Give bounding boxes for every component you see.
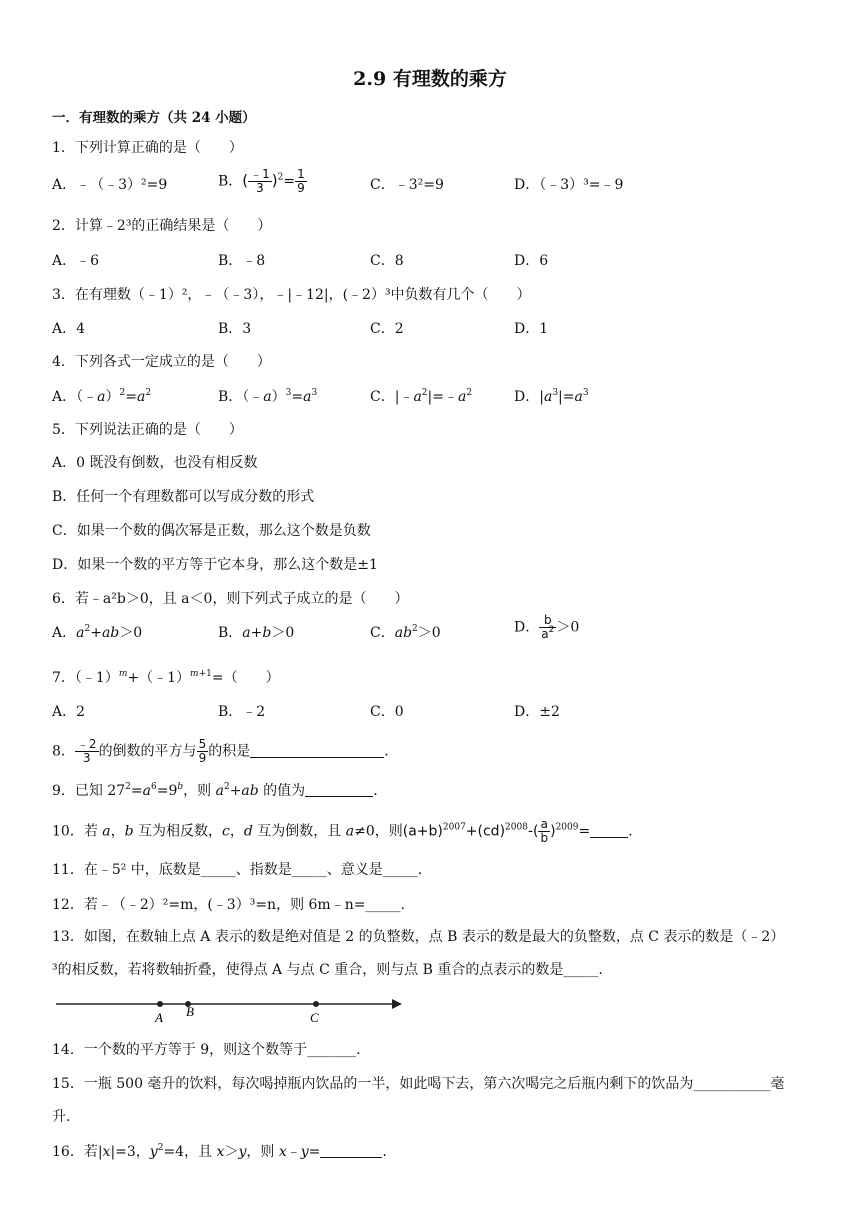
q6-option-b: B．a+b＞0 — [218, 625, 295, 641]
number-line-figure — [52, 994, 412, 1028]
q6-option-d: D． $\frac{b}{a^2}$ ＞0 — [514, 613, 580, 641]
q2-option-c: C．8 — [370, 253, 404, 269]
section-heading: 一．有理数的乘方（共 24 小题） — [52, 110, 256, 126]
q3-option-a: A．4 — [52, 321, 86, 337]
q3-option-c: C．2 — [370, 321, 404, 337]
q5-option-b: B．任何一个有理数都可以写成分数的形式 — [52, 489, 315, 505]
q4-option-d: D．$|a^3|=a^3$ — [514, 388, 589, 405]
q2-stem: 2．计算﹣2³的正确结果是（ ） — [52, 218, 272, 234]
q5-stem: 5．下列说法正确的是（ ） — [52, 422, 243, 438]
q4-option-b: B．$(﹣a)^3=a^3$ — [218, 388, 318, 405]
q8-text: 8． $\frac{﹣2}{3}$ 的倒数的平方与 $\frac{5}{9}$ 的积是 . — [52, 737, 389, 765]
q2-option-d: D．6 — [514, 253, 549, 269]
q15-line2: 升. — [52, 1109, 71, 1125]
q4-option-a: A．$(﹣a)^2=a^2$ — [52, 388, 152, 405]
q16-text: 16．若|x|=3，$y^2=4$，且 x＞y，则 x﹣y= . — [52, 1143, 387, 1160]
q6-option-c: C．$ab^2>0$ — [370, 624, 441, 641]
q1-stem: 1．下列计算正确的是（ ） — [52, 140, 243, 156]
q5-option-c: C．如果一个数的偶次幂是正数，那么这个数是负数 — [52, 523, 371, 539]
q9-text: 9．已知 $27^2=a^6=9^b$，则 $a^2+ab$ 的值为 . — [52, 782, 378, 799]
q7-option-b: B．﹣2 — [218, 704, 266, 720]
q1-option-c: C．﹣3²=9 — [370, 177, 444, 193]
q3-stem: 3．在有理数（﹣1）²，﹣（﹣3），﹣|﹣12|，(﹣2）³中负数有几个（ ） — [52, 287, 531, 303]
q1-option-b: B．( $\frac{﹣1}{3}$ )$^2$= $\frac{1}{9}$ — [218, 167, 305, 195]
q6-stem: 6．若﹣a²b＞0，且 a＜0，则下列式子成立的是（ ） — [52, 591, 409, 607]
q7-option-d: D．±2 — [514, 704, 560, 720]
page-title: 2.9 有理数的乘方 — [353, 68, 507, 90]
label-c: C — [310, 1010, 319, 1025]
q2-option-b: B．﹣8 — [218, 253, 266, 269]
q15-line1: 15．一瓶 500 毫升的饮料，每次喝掉瓶内饮品的一半，如此喝下去，第六次喝完之后瓶内剩下的饮品为___________毫 — [52, 1076, 785, 1092]
arrow-head-icon — [392, 999, 402, 1009]
q2-option-a: A．﹣6 — [52, 253, 100, 269]
q14-text: 14．一个数的平方等于 9，则这个数等于_______. — [52, 1042, 361, 1058]
q1-option-a: A．﹣（﹣3）²=9 — [52, 177, 168, 193]
q11-text: 11．在﹣5² 中，底数是_____、指数是_____、意义是_____. — [52, 862, 423, 878]
q4-option-c: C．$|﹣a^2|=﹣a^2$ — [370, 388, 473, 405]
q7-option-a: A．2 — [52, 704, 86, 720]
q3-option-d: D．1 — [514, 321, 549, 337]
q1-option-d: D．（﹣3）³=﹣9 — [514, 177, 624, 193]
q13-line1: 13．如图，在数轴上点 A 表示的数是绝对值是 2 的负整数，点 B 表示的数是最大的负整数，点 C 表示的数是（﹣2） — [52, 929, 785, 945]
q4-stem: 4．下列各式一定成立的是（ ） — [52, 354, 271, 370]
point-a — [157, 1001, 163, 1007]
q13-line2: ³的相反数，若将数轴折叠，使得点 A 与点 C 重合，则与点 B 重合的点表示的数是_____. — [52, 962, 603, 978]
label-b: B — [186, 1004, 194, 1019]
q5-option-a: A．0 既没有倒数，也没有相反数 — [52, 455, 258, 471]
q5-option-d: D．如果一个数的平方等于它本身，那么这个数是±1 — [52, 557, 378, 573]
q7-option-c: C．0 — [370, 704, 404, 720]
q3-option-b: B．3 — [218, 321, 252, 337]
point-c — [313, 1001, 319, 1007]
q6-option-a: A．$a^2+ab>0$ — [52, 624, 143, 641]
q10-text: 10．若 a，b 互为相反数，c，d 互为倒数，且 a≠0，则$(a+b)^{2007}+(cd)^{2008}-$( $\frac{a}{b}$ )$^{2009}$= . — [52, 817, 633, 845]
label-a: A — [155, 1010, 163, 1025]
q12-text: 12．若﹣（﹣2）²=m，(﹣3）³=n，则 6m﹣n=_____. — [52, 897, 405, 913]
q7-stem: 7．（﹣1）$^m$+（﹣1）$^{m+1}$=（ ） — [52, 669, 280, 686]
